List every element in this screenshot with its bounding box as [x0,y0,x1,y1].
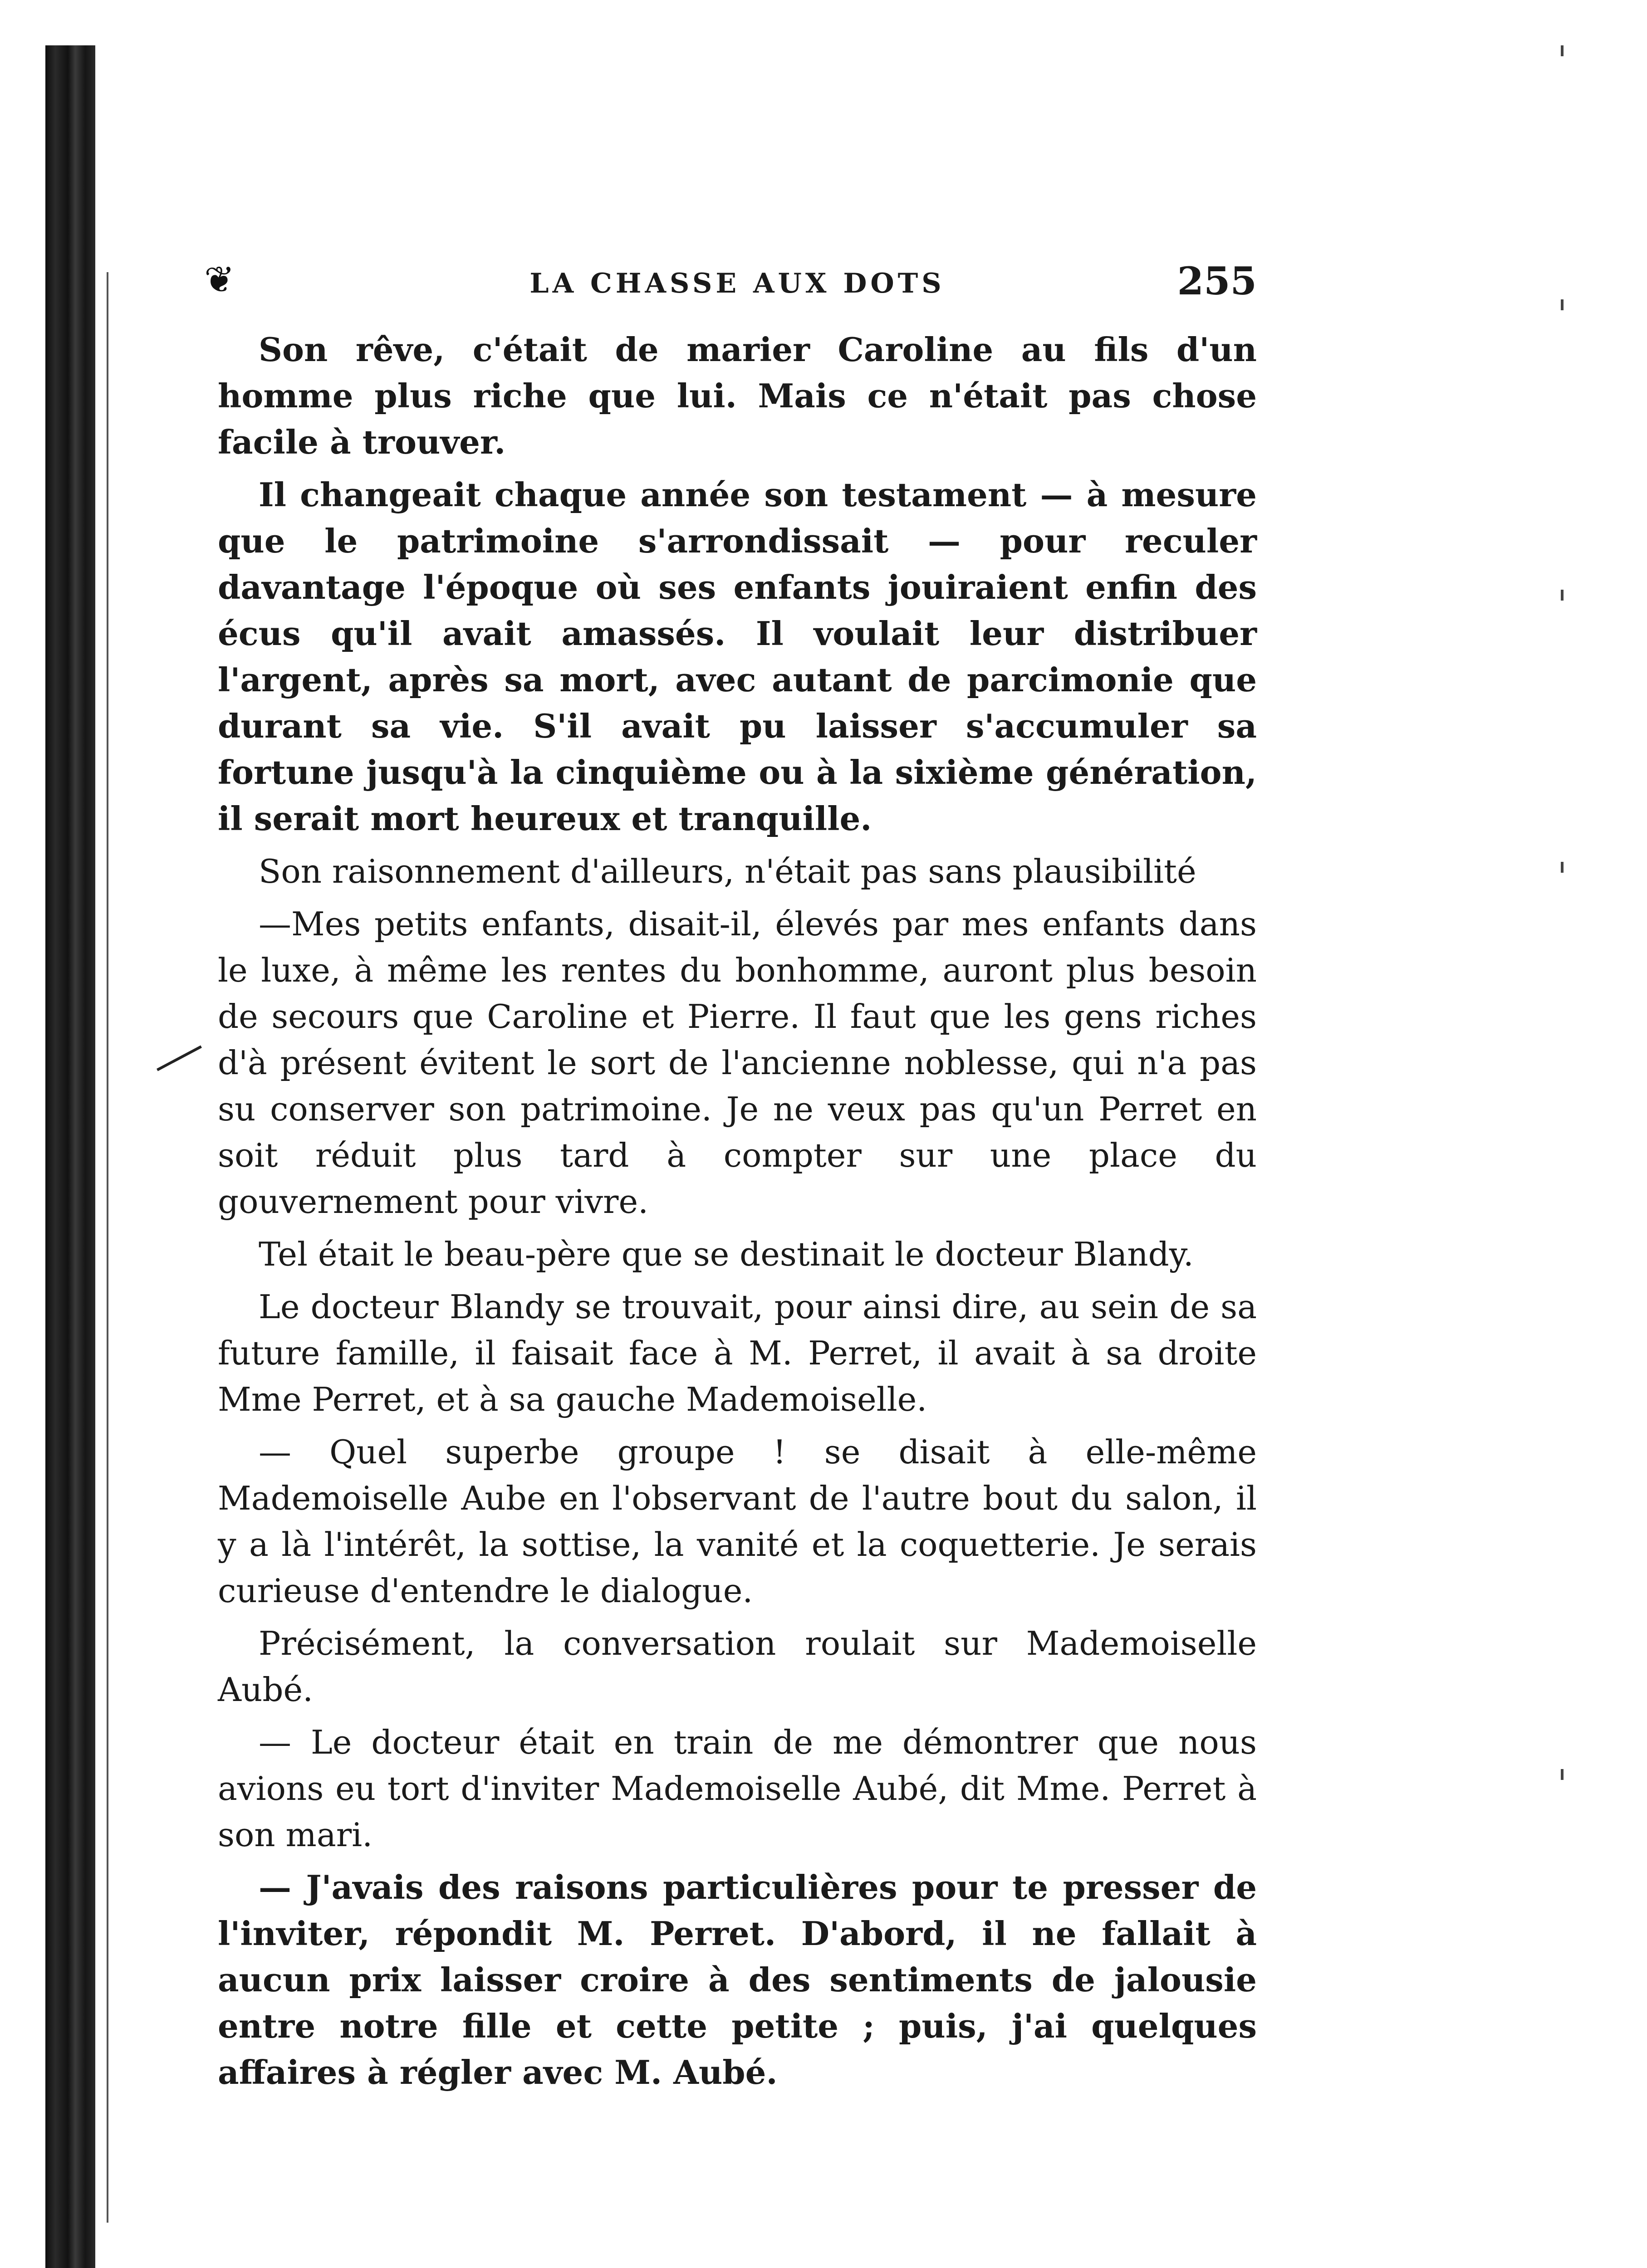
fleuron-ornament-icon: ❦ [204,259,235,301]
book-page [204,254,1257,2102]
paragraph: Tel était le beau-père que se destinait le docteur Blandy. [259,1235,1194,1273]
scan-speck [1561,45,1564,56]
paragraph: — Quel superbe groupe ! se disait à elle-même Mademoiselle Aube en l'observant de l'autre bout du salon, il y a là l'intérêt, la sottise, la vanité et la coquetterie. Je serais curieuse d'entendre le dialogue. [218,1433,1257,1610]
paragraph: — J'avais des raisons particulières pour te presser de l'inviter, répondit M. Perret. D'abord, il ne fallait à aucun prix laisser croire à des sentiments de jalousie entre notre fille et cette petite ; puis, j'ai quelques affaires à régler avec M. Aubé. [218,1868,1257,2092]
paragraph: — Le docteur était en train de me démontrer que nous avions eu tort d'inviter Mademoiselle Aubé, dit Mme. Perret à son mari. [218,1723,1257,1854]
paragraph: Son rêve, c'était de marier Caroline au fils d'un homme plus riche que lui. Mais ce n'était pas chose facile à trouver. [218,330,1257,461]
paragraph: Précisément, la conversation roulait sur Mademoiselle Aubé. [218,1624,1257,1709]
binding-rule [107,272,108,2223]
scan-speck [1561,862,1564,873]
paragraph: —Mes petits enfants, disait-il, élevés par mes enfants dans le luxe, à même les rentes du bonhomme, auront plus besoin de secours que Caroline et Pierre. Il faut que les gens riches d'à présent évitent le sort de l'ancienne noblesse, qui n'a pas su conserver son patrimoine. Je ne veux pas qu'un Perret en soit réduit plus tard à compter sur une place du gouvernement pour vivre. [218,905,1257,1221]
paragraph: Son raisonnement d'ailleurs, n'était pas sans plausibilité [259,852,1196,890]
margin-pencil-mark [157,1046,202,1071]
scan-speck [1561,299,1564,310]
scan-speck [1561,1769,1564,1780]
paragraph: Il changeait chaque année son testament — à mesure que le patrimoine s'arrondissait — pour reculer davantage l'époque où ses enfants jouiraient enfin des écus qu'il avait amassés. Il voulait leur distribuer l'argent, après sa mort, avec autant de parcimonie que durant sa vie. S'il avait pu laisser s'accumuler sa fortune jusqu'à la cinquième ou à la sixième génération, il serait mort heureux et tranquille. [218,475,1257,838]
running-title: LA CHASSE AUX DOTS [529,268,945,299]
page-number: 255 [1177,259,1257,303]
scan-speck [1561,590,1564,601]
book-binding-edge [45,45,95,2268]
paragraph: Le docteur Blandy se trouvait, pour ainsi dire, au sein de sa future famille, il faisait face à M. Perret, il avait à sa droite Mme Perret, et à sa gauche Mademoiselle. [218,1288,1257,1418]
page-header [204,254,1257,327]
